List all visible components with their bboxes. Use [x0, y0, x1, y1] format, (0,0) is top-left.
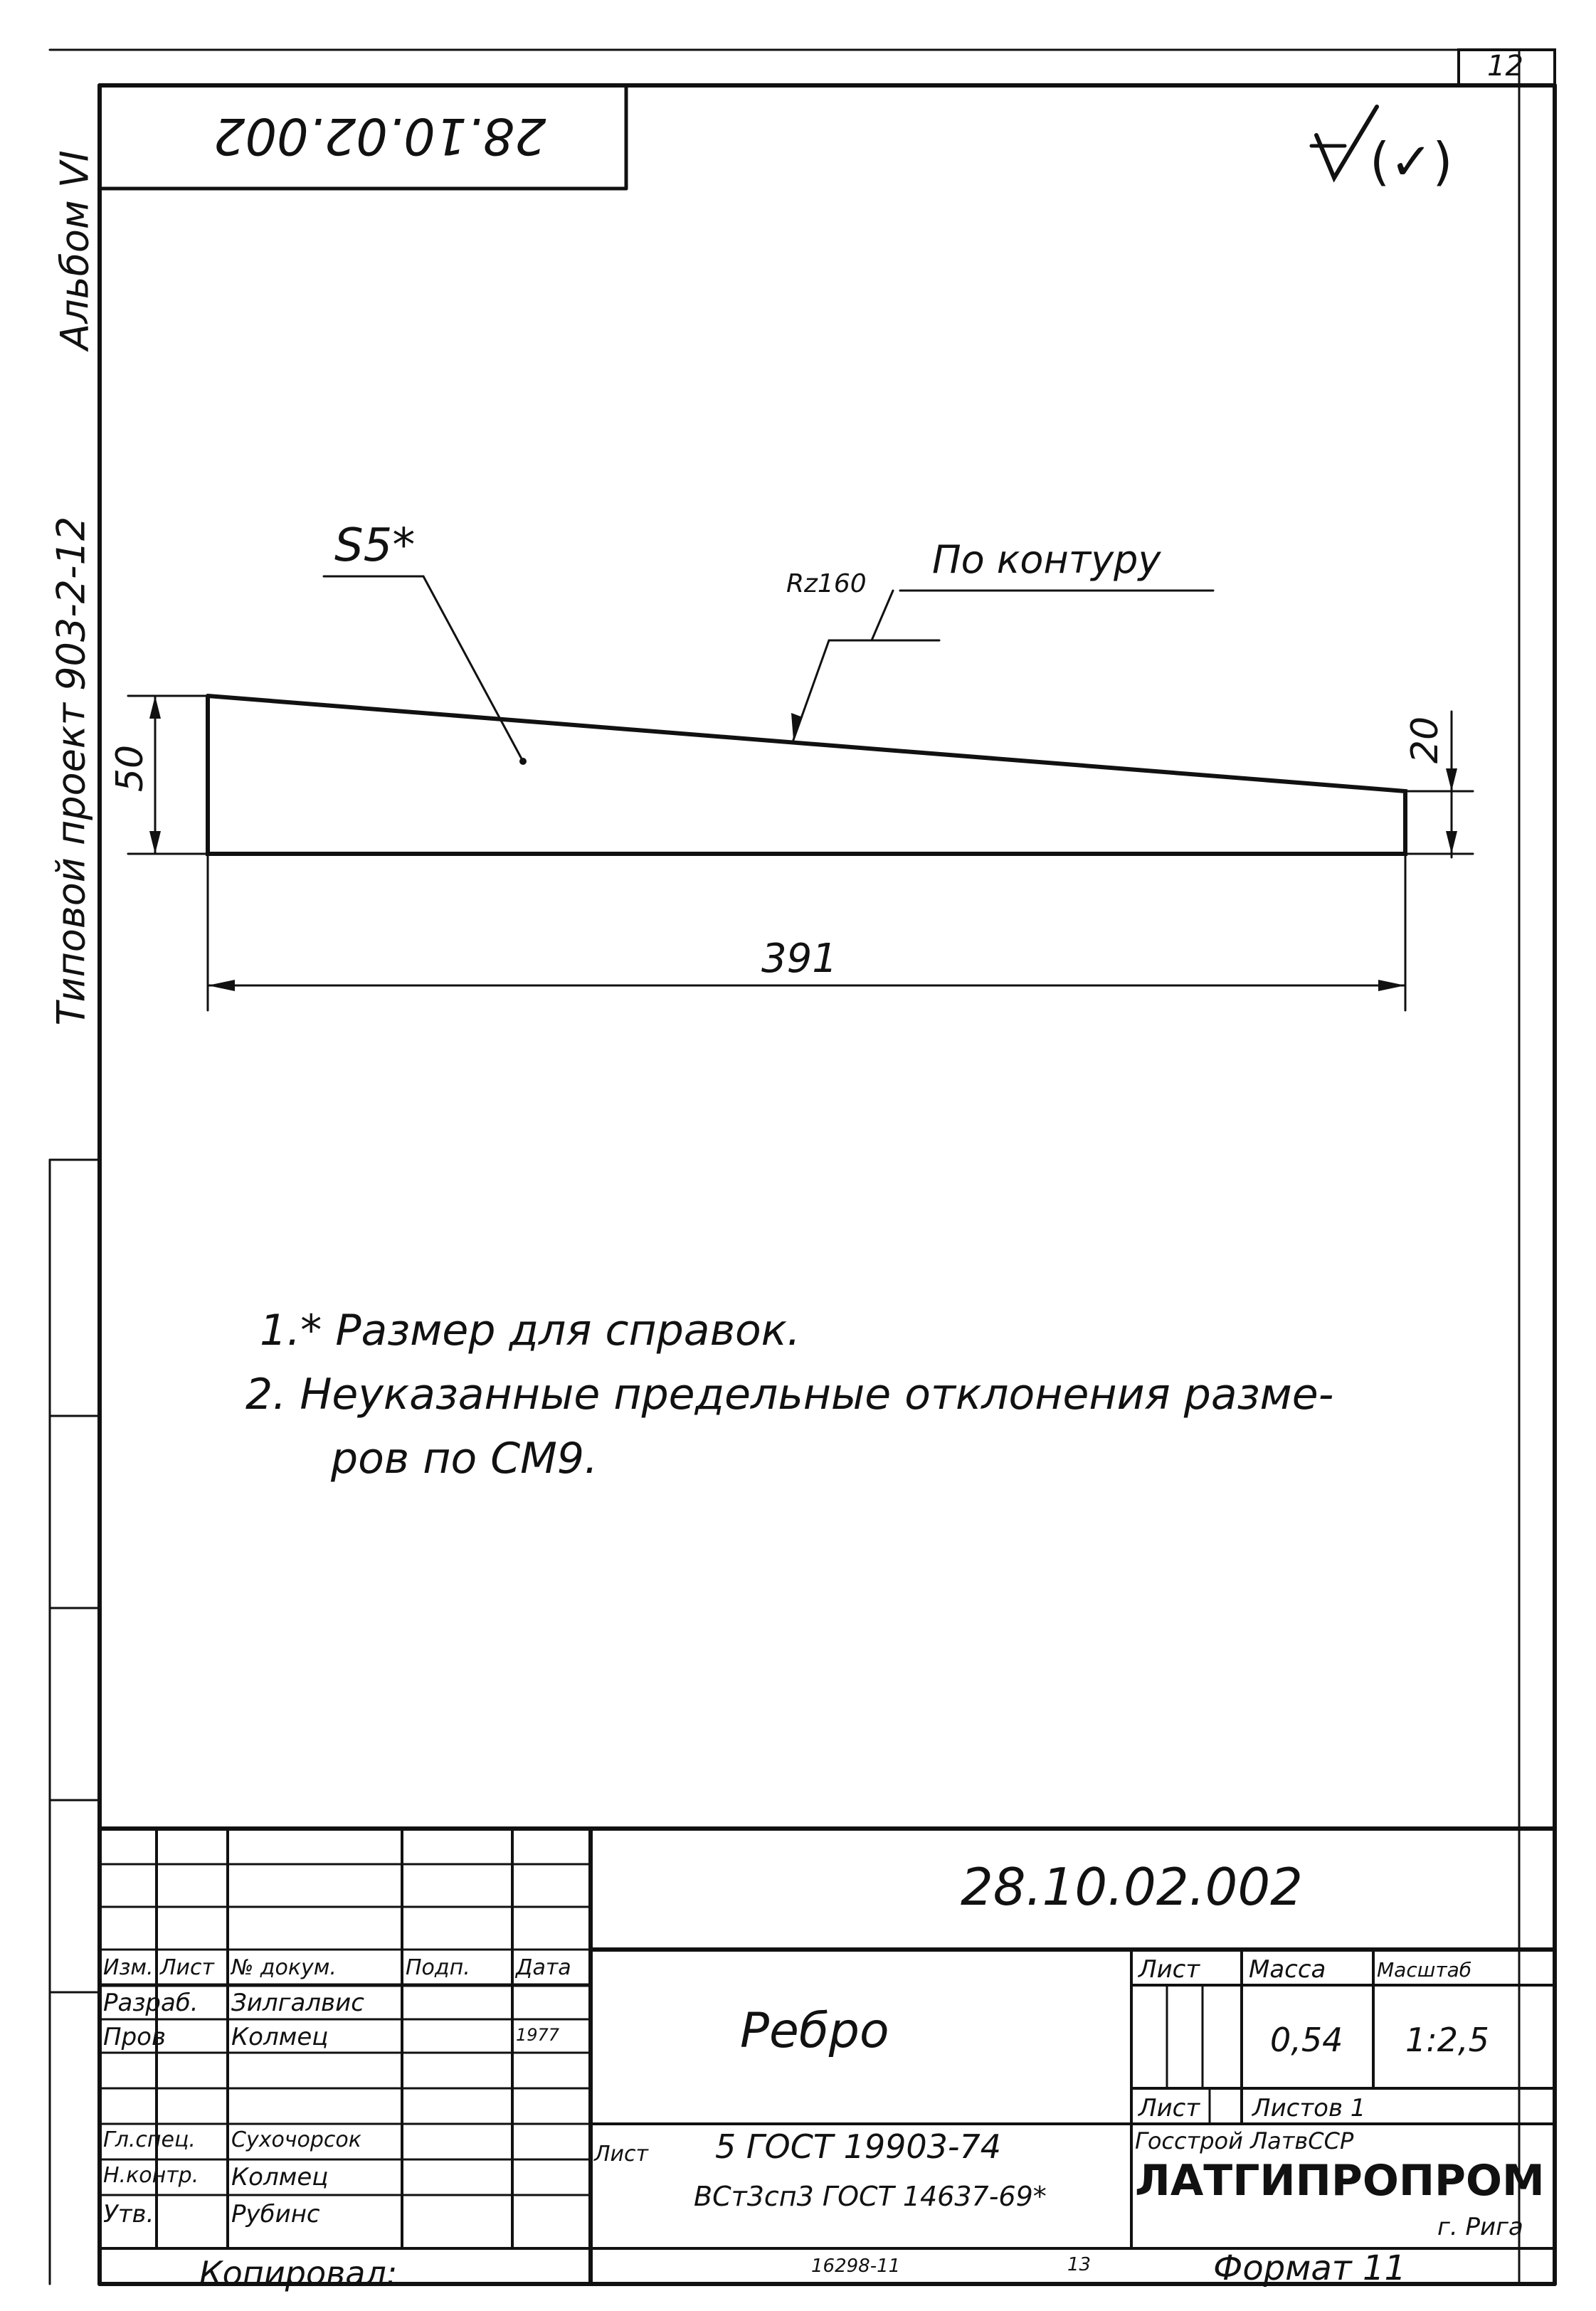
page-number: 13	[1067, 2254, 1092, 2275]
sheet-number: 12	[1487, 50, 1523, 83]
row-role: Утв.	[103, 2200, 154, 2228]
hdr-list: Лист	[160, 1955, 215, 1980]
note-3: ров по СМ9.	[331, 1434, 598, 1484]
top-code-mirrored: 28.10.02.002	[213, 107, 546, 165]
row-role: Разраб.	[103, 1989, 199, 2017]
hdr-doc: № докум.	[231, 1955, 337, 1980]
thickness-label: S5*	[334, 519, 416, 572]
row-role: Гл.спец.	[103, 2127, 196, 2152]
hdr-sign: Подп.	[406, 1955, 470, 1980]
material-line1: 5 ГОСТ 19903-74	[715, 2127, 1002, 2166]
part-name: Ребро	[740, 2003, 889, 2059]
note-2: 2. Неуказанные предельные отклонения разме-	[245, 1370, 1334, 1419]
row-role: Пров	[103, 2023, 166, 2051]
row-role: Н.контр.	[103, 2163, 199, 2188]
scale-label: Масштаб	[1377, 1958, 1472, 1982]
sheets-label: Листов 1	[1252, 2094, 1366, 2122]
mass-label: Масса	[1249, 1955, 1326, 1984]
sheet2-label: Лист	[1138, 2094, 1200, 2122]
hdr-date: Дата	[516, 1955, 571, 1980]
sheet-label: Лист	[1138, 1955, 1200, 1984]
copied-label: Копировал:	[199, 2254, 398, 2293]
row-name: Сухочорсок	[231, 2127, 361, 2152]
date-value: 1977	[516, 2025, 560, 2045]
org-city: г. Рига	[1437, 2213, 1523, 2241]
dim-left: 50	[109, 744, 152, 793]
dim-length: 391	[761, 936, 837, 982]
note-1: 1.* Размер для справок.	[260, 1306, 800, 1355]
org-line2: ЛАТГИПРОПРОМ	[1135, 2156, 1545, 2206]
roughness-value: Rz160	[786, 569, 867, 598]
designation: 28.10.02.002	[961, 1857, 1303, 1917]
hdr-izm: Изм.	[103, 1955, 154, 1980]
row-name: Зилгалвис	[231, 1989, 364, 2017]
row-name: Рубинс	[231, 2200, 320, 2228]
org-line1: Госстрой ЛатвССР	[1135, 2127, 1354, 2154]
side-stamp-album: Альбом VI	[52, 150, 97, 350]
inv-number: 16298-11	[811, 2256, 901, 2277]
roughness-mark: (✓)	[1370, 132, 1453, 191]
format-label: Формат 11	[1213, 2248, 1407, 2288]
material-label: Лист	[594, 2142, 649, 2167]
material-line2: ВСт3сп3 ГОСТ 14637-69*	[694, 2181, 1047, 2212]
scale-value: 1:2,5	[1405, 2021, 1489, 2059]
roughness-note: По контуру	[932, 537, 1161, 582]
side-stamp-project: Типовой проект 903-2-12	[48, 516, 94, 1026]
dim-right: 20	[1404, 716, 1447, 764]
mass-value: 0,54	[1270, 2021, 1343, 2059]
row-name: Колмец	[231, 2023, 329, 2051]
row-name: Колмец	[231, 2163, 329, 2191]
